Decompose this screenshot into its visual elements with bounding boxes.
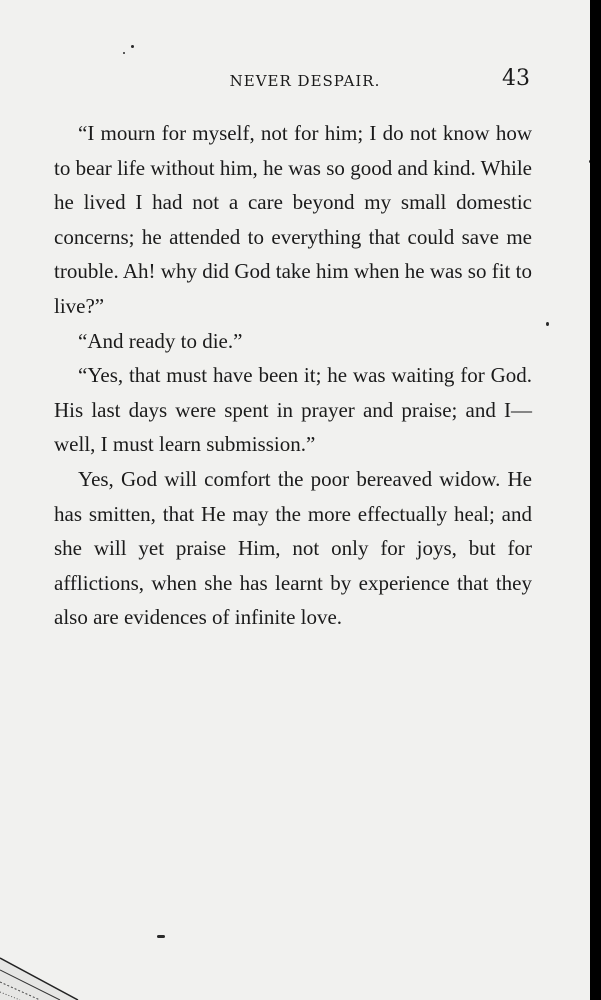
paragraph: “And ready to die.” bbox=[78, 328, 243, 353]
paragraph: Yes, God will comfort the poor bereaved widow. He has smitten, that He may the more effectually heal; and she will yet praise Him, not only for joys, but for afflictions, when she has learnt by experience that they also are evidences of infinite love. bbox=[54, 466, 532, 630]
ink-speck bbox=[546, 322, 549, 326]
paragraph: “I mourn for myself, not for him; I do not know how to bear life without him, he was so good and kind. While he lived I had not a care beyond my small domestic concerns; he attended to everything that could save me trouble. Ah! why did God take him when he was so fit to live?” bbox=[54, 121, 532, 318]
running-title: NEVER DESPAIR. bbox=[229, 72, 381, 90]
ink-speck bbox=[123, 52, 125, 54]
ink-speck bbox=[157, 935, 165, 938]
paragraph: “Yes, that must have been it; he was waiting for God. His last days were spent in prayer and praise; and I—well, I must learn submission.” bbox=[54, 363, 532, 457]
body-text bbox=[54, 116, 532, 635]
running-head bbox=[54, 66, 530, 96]
ink-speck bbox=[131, 45, 134, 48]
page-number: 43 bbox=[502, 66, 530, 91]
ink-speck bbox=[589, 160, 590, 163]
scan-corner-artifact bbox=[0, 920, 90, 1000]
